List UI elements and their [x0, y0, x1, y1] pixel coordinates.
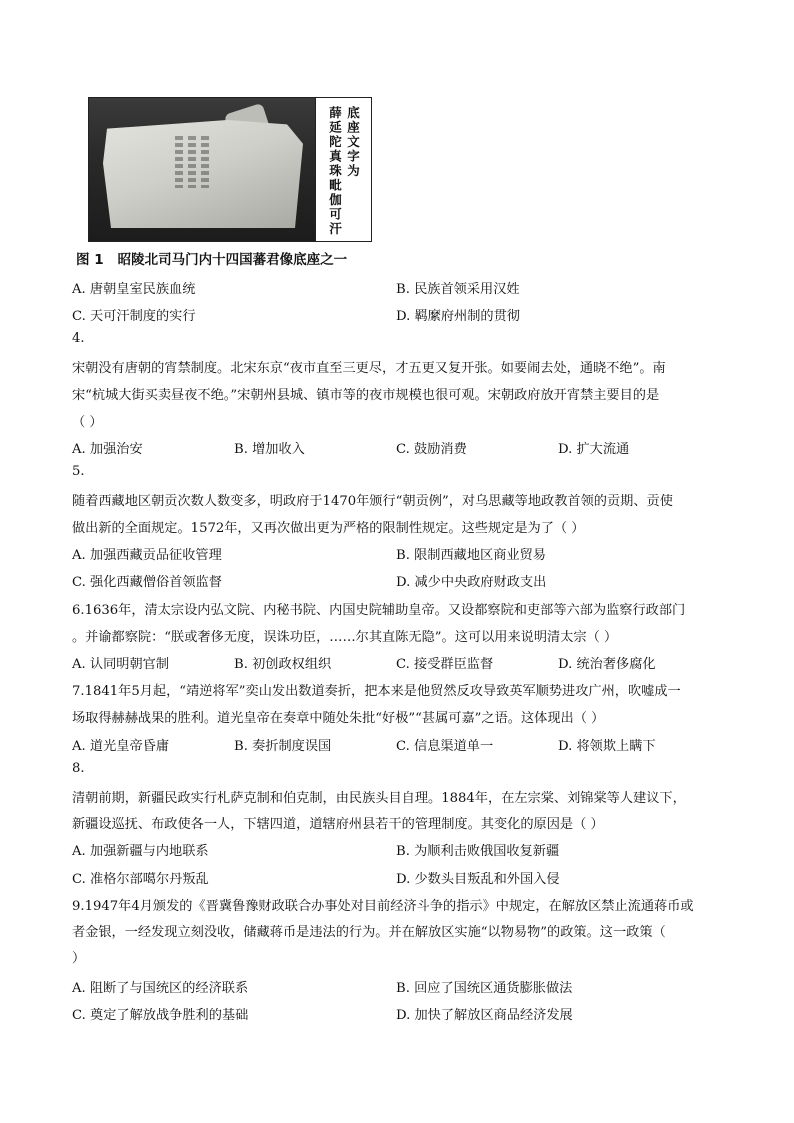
q7-stem-line: 7.1841年5月起，“靖逆将军”奕山发出数道奏折，把本来是他贸然反攻导致英军顺势进攻广州，吹嘘成一	[72, 684, 681, 699]
q4-option-b: B. 增加收入	[234, 442, 305, 457]
vertical-caption-col-2: 薛延陀真珠毗伽可汗	[327, 106, 343, 237]
q5-option-b: B. 限制西藏地区商业贸易	[396, 548, 546, 563]
q9-option-a: A. 阻断了与国统区的经济联系	[72, 981, 249, 996]
q3-option-c: C. 天可汗制度的实行	[72, 309, 196, 324]
q7-option-a: A. 道光皇帝昏庸	[72, 739, 170, 754]
q8-stem-line: 清朝前期，新疆民政实行札萨克制和伯克制，由民族头目自理。1884年，在左宗棠、刘锦棠等人建议下，	[72, 791, 686, 806]
q5-option-d: D. 减少中央政府财政支出	[396, 575, 547, 590]
q6-option-a: A. 认同明朝官制	[72, 657, 170, 672]
q9-option-b: B. 回应了国统区通货膨胀做法	[396, 981, 573, 996]
figure-label	[76, 248, 347, 268]
q4-number: 4.	[72, 331, 85, 346]
q4-stem-line: （ ）	[72, 415, 103, 430]
photo-carved-inscription	[175, 136, 217, 192]
q6-stem-line: 6.1636年，清太宗设内弘文院、内秘书院、内国史院辅助皇帝。又设都察院和吏部等六部为监察行政部门	[72, 603, 686, 618]
q5-stem-line: 随着西藏地区朝贡次数人数变多，明政府于1470年颁行“朝贡例”，对乌思藏等地政教首领的贡期、贡使	[72, 494, 673, 509]
q7-option-c: C. 信息渠道单一	[396, 739, 494, 754]
q9-option-c: C. 奠定了解放战争胜利的基础	[72, 1008, 249, 1023]
q6-option-d: D. 统治奢侈腐化	[558, 657, 656, 672]
q3-option-a: A. 唐朝皇室民族血统	[72, 282, 196, 297]
q4-option-c: C. 鼓励消费	[396, 442, 467, 457]
carving-column	[201, 136, 209, 188]
q9-stem-line: 者金银，一经发现立刻没收，储藏蒋币是违法的行为。并在解放区实施“以物易物”的政策。这一政策（	[72, 925, 666, 940]
vertical-caption-col-1: 底座文字为	[345, 106, 361, 179]
q5-stem-line: 做出新的全面规定。1572年，又再次做出更为严格的限制性规定。这些规定是为了（ ）	[72, 521, 585, 536]
q6-option-b: B. 初创政权组织	[234, 657, 332, 672]
q8-number: 8.	[72, 761, 85, 776]
q8-option-b: B. 为顺利击败俄国收复新疆	[396, 844, 560, 859]
figure-number: 图 1	[76, 252, 104, 268]
stone-base-photo	[89, 98, 315, 241]
q8-stem-line: 新疆设巡抚、布政使各一人，下辖四道，道辖府州县若干的管理制度。其变化的原因是（ ）	[72, 817, 604, 832]
q8-option-a: A. 加强新疆与内地联系	[72, 844, 209, 859]
q3-option-b: B. 民族首领采用汉姓	[396, 282, 520, 297]
q5-option-a: A. 加强西藏贡品征收管理	[72, 548, 222, 563]
q8-option-d: D. 少数头目叛乱和外国入侵	[396, 872, 560, 887]
q5-option-c: C. 强化西藏僧俗首领监督	[72, 575, 222, 590]
q7-option-b: B. 奏折制度误国	[234, 739, 332, 754]
figure-1	[88, 97, 372, 242]
carving-column	[175, 136, 183, 188]
q4-stem-line: 宋“杭城大街买卖昼夜不绝。”宋朝州县城、镇市等的夜市规模也很可观。宋朝政府放开宵禁主要目的是	[72, 388, 660, 403]
q9-stem-line: ）	[72, 951, 86, 966]
q7-stem-line: 场取得赫赫战果的胜利。道光皇帝在奏章中随处朱批“好极”“甚属可嘉”之语。这体现出（ ）	[72, 711, 605, 726]
q3-option-d: D. 羁縻府州制的贯彻	[396, 309, 520, 324]
q6-stem-line: 。并谕都察院：“朕或奢侈无度，误诛功臣，……尔其直陈无隐”。这可以用来说明清太宗（ ）	[72, 630, 618, 645]
q6-option-c: C. 接受群臣监督	[396, 657, 494, 672]
q4-stem-line: 宋朝没有唐朝的宵禁制度。北宋东京“夜市直至三更尽，才五更又复开张。如要闹去处，通晓不绝”。南	[72, 361, 666, 376]
q4-option-d: D. 扩大流通	[558, 442, 630, 457]
q7-option-d: D. 将领欺上瞒下	[558, 739, 656, 754]
carving-column	[188, 136, 196, 188]
figure-title: 昭陵北司马门内十四国蕃君像底座之一	[117, 252, 348, 268]
q8-option-c: C. 准格尔部噶尔丹叛乱	[72, 872, 209, 887]
q5-number: 5.	[72, 464, 85, 479]
q4-option-a: A. 加强治安	[72, 442, 143, 457]
q9-option-d: D. 加快了解放区商品经济发展	[396, 1008, 573, 1023]
q9-stem-line: 9.1947年4月颁发的《晋冀鲁豫财政联合办事处对目前经济斗争的指示》中规定，在解放区禁止流通蒋币或	[72, 899, 694, 914]
figure-vertical-caption	[315, 98, 371, 241]
